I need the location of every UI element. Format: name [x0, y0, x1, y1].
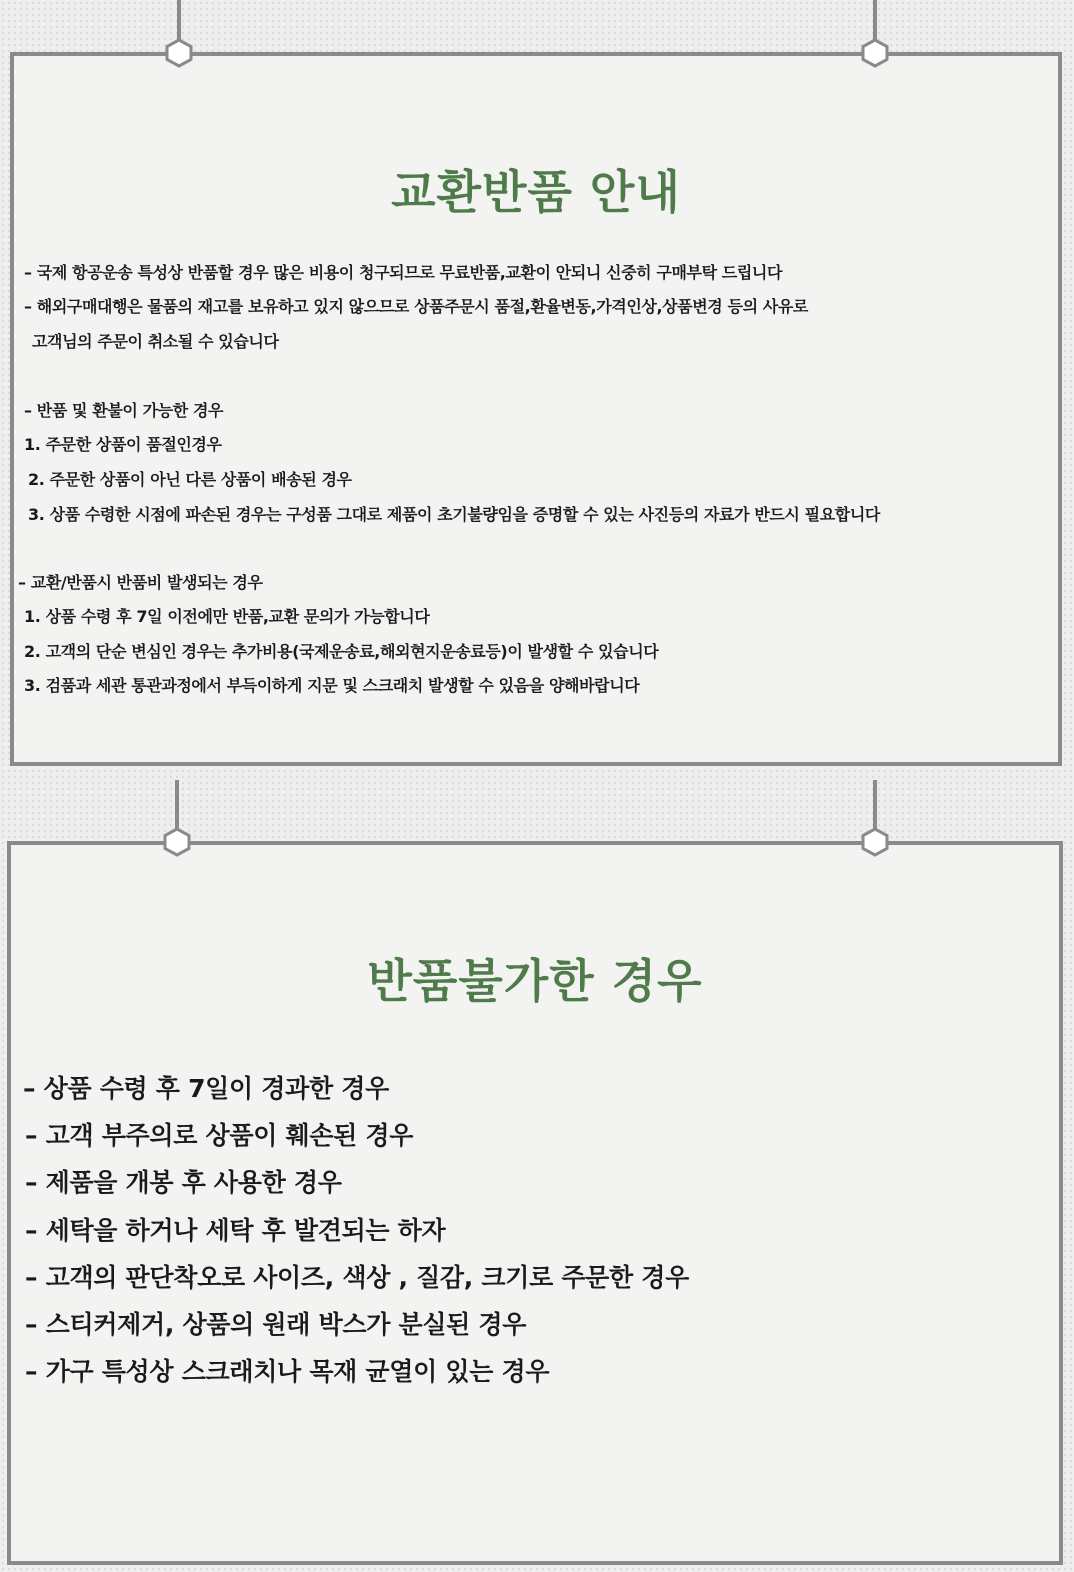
notice-line: 2. 고객의 단순 변심인 경우는 추가비용(국제운송료,해외현지운송료등)이 발생할 수 있습니다: [24, 642, 659, 661]
notice-line: – 해외구매대행은 물품의 재고를 보유하고 있지 않으므로 상품주문시 품절,환율변동,가격인상,상품변경 등의 사유로: [24, 297, 808, 316]
non-returnable-line: – 세탁을 하거나 세탁 후 발견되는 하자: [25, 1216, 446, 1245]
notice-line: – 반품 및 환불이 가능한 경우: [24, 401, 224, 420]
non-returnable-line: – 가구 특성상 스크래치나 목재 균열이 있는 경우: [25, 1357, 550, 1386]
non-returnable-line: – 상품 수령 후 7일이 경과한 경우: [23, 1074, 389, 1103]
notice-line: 1. 상품 수령 후 7일 이전에만 반품,교환 문의가 가능합니다: [24, 607, 430, 626]
notice-line: 1. 주문한 상품이 품절인경우: [24, 435, 222, 454]
non-returnable-line: – 제품을 개봉 후 사용한 경우: [25, 1168, 342, 1197]
notice-line: – 국제 항공운송 특성상 반품할 경우 많은 비용이 청구되므로 무료반품,교환이 안되니 신중히 구매부탁 드립니다: [24, 263, 783, 282]
hanger-string-left: [175, 780, 179, 830]
hanger-string-right: [873, 0, 877, 40]
notice-line: 3. 검품과 세관 통관과정에서 부득이하게 지문 및 스크래치 발생할 수 있음을 양해바랍니다: [24, 676, 640, 695]
notice-line: 3. 상품 수령한 시점에 파손된 경우는 구성품 그대로 제품이 초기불량임을 증명할 수 있는 사진등의 자료가 반드시 필요합니다: [28, 505, 880, 524]
exchange-return-notice-board: [10, 52, 1062, 766]
hexagon-hook-icon: [165, 38, 193, 68]
hexagon-hook-icon: [861, 827, 889, 857]
notice-line: 고객님의 주문이 취소될 수 있습니다: [32, 332, 279, 351]
notice-line: 2. 주문한 상품이 아닌 다른 상품이 배송된 경우: [28, 470, 352, 489]
hexagon-hook-icon: [163, 827, 191, 857]
non-returnable-title: 반품불가한 경우: [367, 954, 703, 1008]
hexagon-hook-icon: [861, 38, 889, 68]
notice-title: 교환반품 안내: [391, 165, 681, 219]
non-returnable-line: – 고객의 판단착오로 사이즈, 색상 , 질감, 크기로 주문한 경우: [25, 1263, 689, 1292]
non-returnable-line: – 고객 부주의로 상품이 훼손된 경우: [25, 1121, 414, 1150]
non-returnable-board: [7, 841, 1063, 1565]
hanger-string-left: [177, 0, 181, 40]
notice-line: – 교환/반품시 반품비 발생되는 경우: [18, 573, 263, 592]
non-returnable-line: – 스티커제거, 상품의 원래 박스가 분실된 경우: [25, 1310, 527, 1339]
hanger-string-right: [873, 780, 877, 830]
